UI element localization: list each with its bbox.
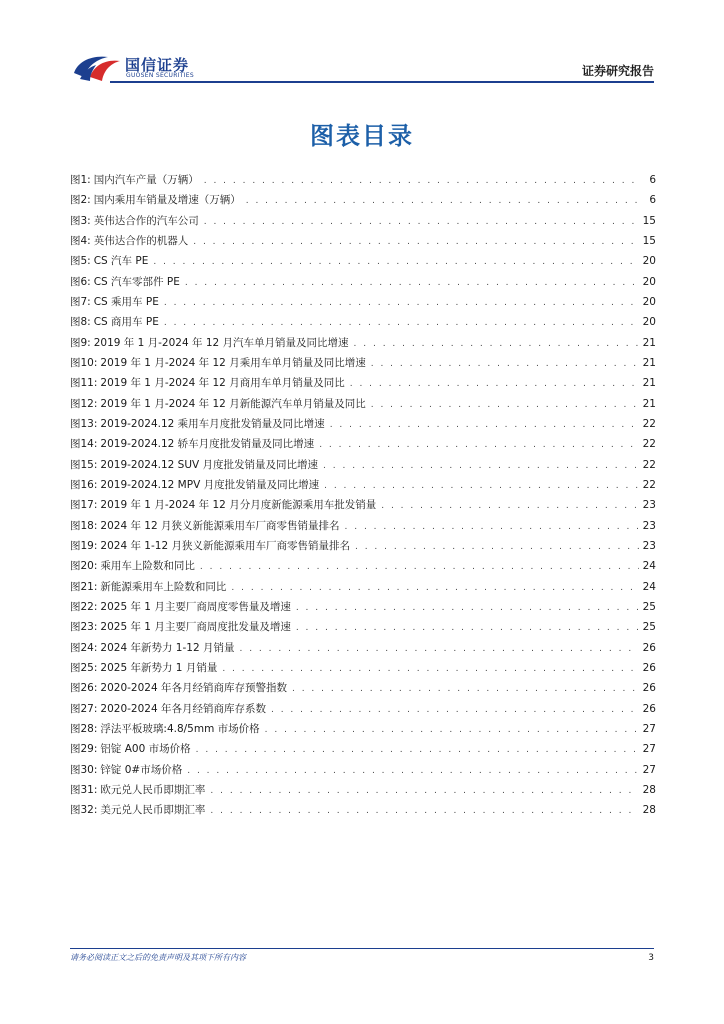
toc-leader-dots [204,171,639,191]
toc-entry-page: 24 [642,580,656,593]
toc-leader-dots [210,781,639,801]
toc-entry-title: 2019-2024.12 SUV 月度批发销量及同比增速 [100,458,319,471]
toc-leader-dots [164,313,639,333]
toc-entry-page: 20 [642,255,656,268]
toc-entry-title: 铝锭 A00 市场价格 [100,743,191,756]
toc-entry-number: 图17: [70,499,98,512]
toc-leader-dots [350,374,639,394]
toc-entry-page: 22 [642,417,656,430]
toc-entry[interactable] [70,495,656,515]
toc-entry-title: 2019 年 1 月-2024 年 12 月汽车单月销量及同比增速 [93,336,349,349]
toc-entry-title: 2020-2024 年各月经销商库存系数 [100,702,266,715]
toc-entry-page: 20 [642,275,656,288]
toc-entry[interactable] [70,597,656,617]
toc-entry[interactable] [70,739,656,759]
toc-entry[interactable] [70,455,656,475]
toc-entry-title: 2025 年 1 月主要厂商周度零售量及增速 [100,600,291,613]
toc-entry-title: 2024 年 12 月狭义新能源乘用车厂商零售销量排名 [100,519,340,532]
toc-entry-page: 27 [642,743,656,756]
toc-entry-page: 26 [642,682,656,695]
toc-entry-number: 图1: [70,174,91,186]
toc-entry[interactable] [70,577,656,597]
toc-entry-page: 21 [642,377,656,390]
toc-entry-page: 25 [642,621,656,634]
toc-entry-title: 英伟达合作的汽车公司 [93,214,199,227]
toc-entry-title: 2025 年 1 月主要厂商周度批发量及增速 [100,621,291,634]
toc-entry-page: 20 [642,295,656,308]
toc-entry-page: 24 [642,560,656,573]
toc-entry-title: 2019-2024.12 MPV 月度批发销量及同比增速 [100,478,320,491]
toc-entry[interactable] [70,658,656,678]
toc-entry-title: 乘用车上险数和同比 [100,560,195,573]
toc-entry-number: 图28: [70,722,98,735]
toc-leader-dots [355,537,639,557]
toc-entry-number: 图29: [70,743,98,756]
toc-entry[interactable] [70,678,656,698]
toc-leader-dots [164,293,639,313]
page-title: 图表目录 [310,122,414,150]
toc-entry-number: 图32: [70,804,98,817]
toc-entry-title: CS 乘用车 PE [93,295,159,308]
toc-entry[interactable] [70,211,656,231]
toc-entry-number: 图14: [70,438,98,451]
toc-entry-number: 图15: [70,458,98,471]
toc-entry-number: 图20: [70,560,98,573]
toc-entry-number: 图9: [70,336,91,349]
toc-entry-title: 美元兑人民币即期汇率 [100,804,206,817]
toc-entry-page: 26 [642,661,656,674]
footer-disclaimer: 请务必阅读正文之后的免责声明及其项下所有内容 [70,953,246,962]
toc-leader-dots [319,435,639,455]
toc-entry-page: 23 [642,539,656,552]
toc-leader-dots [196,740,639,760]
toc-entry-number: 图6: [70,275,91,288]
toc-entry[interactable] [70,414,656,434]
toc-entry[interactable] [70,373,656,393]
toc-leader-dots [354,334,639,354]
toc-leader-dots [153,252,639,272]
toc-entry[interactable] [70,272,656,292]
toc-entry[interactable] [70,780,656,800]
toc-entry-number: 图13: [70,417,98,430]
toc-entry[interactable] [70,170,656,190]
toc-entry-title: 2019 年 1 月-2024 年 12 月乘用车单月销量及同比增速 [100,356,366,369]
toc-entry-page: 22 [642,478,656,491]
toc-entry-number: 图4: [70,234,91,247]
toc-entry[interactable] [70,638,656,658]
toc-entry-title: 2019-2024.12 乘用车月度批发销量及同比增速 [100,417,325,430]
toc-entry[interactable] [70,617,656,637]
toc-entry-page: 25 [642,600,656,613]
toc-leader-dots [296,598,639,618]
footer-divider [70,948,654,949]
toc-entry-page: 6 [649,174,656,186]
toc-entry-number: 图23: [70,621,98,634]
figure-table-of-contents [70,170,656,821]
toc-entry-page: 27 [642,722,656,735]
toc-entry-title: 2019 年 1 月-2024 年 12 月新能源汽车单月销量及同比 [100,397,366,410]
toc-entry-page: 20 [642,316,656,329]
toc-leader-dots [345,517,639,537]
toc-entry-number: 图7: [70,295,91,308]
toc-entry[interactable] [70,800,656,820]
toc-entry-number: 图18: [70,519,98,532]
toc-entry-page: 23 [642,519,656,532]
logo-english-text: GUOSEN SECURITIES [126,72,195,79]
toc-entry-page: 21 [642,356,656,369]
toc-leader-dots [324,476,639,496]
toc-entry-number: 图16: [70,478,98,491]
toc-entry-number: 图5: [70,255,91,268]
toc-entry-title: 2020-2024 年各月经销商库存预警指数 [100,682,287,695]
toc-entry-title: 国内乘用车销量及增速（万辆） [93,194,241,207]
toc-leader-dots [371,354,639,374]
toc-entry[interactable] [70,556,656,576]
toc-entry-number: 图31: [70,783,98,796]
toc-entry-title: CS 汽车零部件 PE [93,275,180,288]
toc-leader-dots [330,415,639,435]
toc-entry-title: 浮法平板玻璃:4.8/5mm 市场价格 [100,722,260,735]
toc-entry-page: 22 [642,438,656,451]
header-divider [110,81,654,83]
toc-entry-number: 图27: [70,702,98,715]
toc-entry[interactable] [70,190,656,210]
toc-entry-number: 图24: [70,641,98,654]
toc-entry-title: 2024 年 1-12 月狭义新能源乘用车厂商零售销量排名 [100,539,350,552]
report-type-label: 证券研究报告 [581,64,654,78]
toc-entry-number: 图3: [70,214,91,227]
toc-entry[interactable] [70,719,656,739]
toc-entry-number: 图26: [70,682,98,695]
guosen-logo [70,50,270,84]
toc-entry-title: CS 商用车 PE [93,316,159,329]
toc-leader-dots [265,720,639,740]
toc-entry-title: CS 汽车 PE [93,255,149,268]
toc-entry-number: 图19: [70,539,98,552]
toc-leader-dots [231,578,639,598]
toc-entry[interactable] [70,394,656,414]
toc-entry-page: 28 [642,783,656,796]
toc-leader-dots [246,191,639,211]
toc-entry[interactable] [70,312,656,332]
toc-leader-dots [222,659,639,679]
toc-entry-number: 图8: [70,316,91,329]
page-number: 3 [648,953,654,963]
toc-entry[interactable] [70,251,656,271]
toc-entry-title: 2024 年新势力 1-12 月销量 [100,641,235,654]
toc-entry[interactable] [70,292,656,312]
toc-entry-title: 2025 年新势力 1 月销量 [100,661,218,674]
toc-leader-dots [323,456,639,476]
toc-entry-number: 图11: [70,377,98,390]
toc-leader-dots [381,496,639,516]
toc-entry-page: 27 [642,763,656,776]
toc-entry[interactable] [70,760,656,780]
toc-entry-number: 图2: [70,194,91,207]
toc-entry-number: 图25: [70,661,98,674]
guosen-logo-icon [70,51,122,83]
toc-entry-page: 23 [642,499,656,512]
toc-entry-page: 21 [642,397,656,410]
toc-leader-dots [371,395,639,415]
toc-entry-number: 图30: [70,763,98,776]
toc-entry-page: 6 [649,194,656,207]
toc-entry-page: 26 [642,641,656,654]
toc-entry[interactable] [70,536,656,556]
toc-entry-page: 21 [642,336,656,349]
toc-entry-page: 15 [642,214,656,227]
toc-entry-title: 2019 年 1 月-2024 年 12 月商用车单月销量及同比 [100,377,345,390]
toc-leader-dots [210,801,639,821]
toc-entry-page: 15 [642,234,656,247]
toc-leader-dots [185,273,639,293]
toc-entry[interactable] [70,434,656,454]
toc-leader-dots [204,212,639,232]
toc-entry[interactable] [70,333,656,353]
toc-entry[interactable] [70,475,656,495]
toc-leader-dots [239,639,639,659]
toc-entry-title: 国内汽车产量（万辆） [93,174,199,186]
toc-entry-title: 2019-2024.12 轿车月度批发销量及同比增速 [100,438,315,451]
toc-entry-number: 图22: [70,600,98,613]
toc-entry-page: 28 [642,804,656,817]
toc-entry[interactable] [70,516,656,536]
toc-entry-number: 图10: [70,356,98,369]
toc-entry-number: 图21: [70,580,98,593]
toc-entry[interactable] [70,231,656,251]
toc-entry-title: 欧元兑人民币即期汇率 [100,783,206,796]
toc-leader-dots [296,618,639,638]
toc-leader-dots [271,700,639,720]
toc-entry-title: 2019 年 1 月-2024 年 12 月分月度新能源乘用车批发销量 [100,499,377,512]
toc-leader-dots [200,557,639,577]
toc-entry-title: 英伟达合作的机器人 [93,234,189,247]
toc-leader-dots [187,761,639,781]
toc-entry[interactable] [70,353,656,373]
logo-chinese-text: 国信证券 [125,56,190,74]
toc-leader-dots [292,679,639,699]
toc-entry[interactable] [70,699,656,719]
toc-entry-number: 图12: [70,397,98,410]
toc-entry-page: 26 [642,702,656,715]
toc-entry-page: 22 [642,458,656,471]
toc-entry-title: 锌锭 0#市场价格 [100,763,183,776]
toc-leader-dots [193,232,639,252]
toc-entry-title: 新能源乘用车上险数和同比 [100,580,227,593]
